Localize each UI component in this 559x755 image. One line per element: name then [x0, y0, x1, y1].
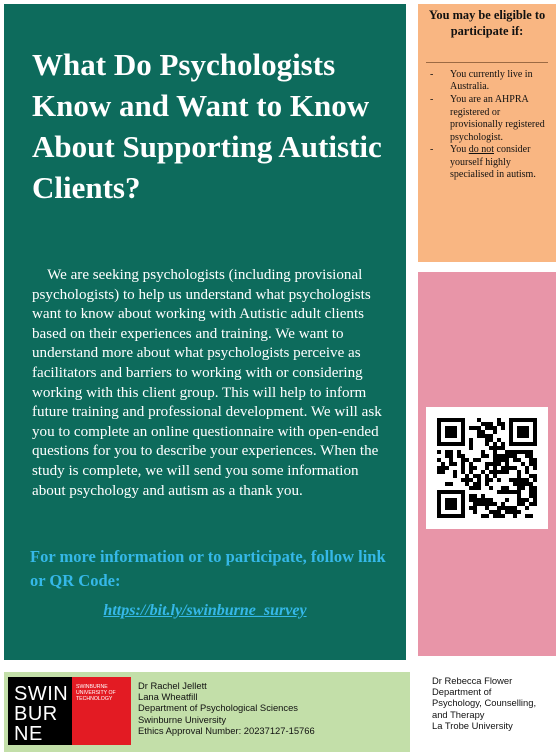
list-dash: - — [430, 94, 434, 106]
contact-swinburne — [138, 680, 408, 736]
eligibility-item-text-pre: You — [450, 144, 469, 156]
logo-word-2: BUR — [14, 703, 58, 725]
eligibility-heading: You may be eligible to participate if: — [428, 8, 546, 38]
contact-line: and Therapy — [432, 708, 485, 720]
eligibility-item-australia — [418, 69, 556, 94]
contact-line: Department of Psychological Sciences — [138, 702, 298, 714]
study-description — [32, 266, 392, 501]
eligibility-item-text: You are an AHPRA registered or provisionally registered psychologist. — [450, 94, 545, 143]
logo-red-block — [72, 677, 131, 745]
eligibility-item-text: You currently live in Australia. — [450, 69, 533, 93]
eligibility-item-text-underlined: do not — [468, 144, 495, 156]
eligibility-box — [418, 4, 556, 262]
eligibility-item-ahpra — [418, 94, 556, 144]
qr-panel — [418, 272, 556, 656]
logo-word-1: SWIN — [14, 683, 69, 705]
logo-word-3: NE — [14, 723, 43, 745]
contact-line: Dr Rebecca Flower — [432, 675, 513, 686]
list-dash: - — [430, 144, 434, 156]
contact-line: Psychology, Counselling, — [432, 697, 537, 709]
list-dash: - — [430, 69, 434, 80]
eligibility-divider — [426, 62, 548, 63]
footer-swinburne — [4, 672, 410, 752]
contact-line: Department of — [432, 686, 492, 698]
contact-line: Swinburne University — [138, 713, 227, 725]
swinburne-logo — [8, 677, 131, 745]
qr-code[interactable] — [426, 407, 548, 529]
study-description-text: We are seeking psychologists (including provisional psychologists) to help us understand what psychologists want to know about working with Autistic adult clients based on their experiences and training. We want to understand more about what psychologists perceive as facilitators and barriers to working with or considering working with this client group. This will help to inform future training and professional development. We will ask you to complete an online questionnaire with open-ended questions for you to describe your experiences. When the study is complete, we will send you some information about psychology and autism as a thank you. — [32, 267, 382, 499]
survey-link[interactable]: https://bit.ly/swinburne_survey — [103, 602, 307, 619]
eligibility-item-specialised — [418, 144, 556, 181]
poster-title: What Do Psychologists Know and Want to Know About Supporting Autistic Clients? — [32, 47, 382, 205]
qr-code-icon — [437, 418, 537, 518]
contact-line: Dr Rachel Jellett — [138, 680, 207, 691]
eligibility-list — [418, 69, 556, 182]
contact-line: La Trobe University — [432, 719, 513, 731]
contact-latrobe — [432, 675, 557, 731]
main-panel — [4, 4, 406, 660]
call-to-action: For more information or to participate, follow link or QR Code: — [30, 547, 386, 590]
contact-line: Ethics Approval Number: 20237127-15766 — [138, 724, 315, 736]
logo-tagline: SWINBURNE UNIVERSITY OF TECHNOLOGY — [76, 684, 116, 703]
eligibility-item-text-post: consider yourself highly specialised in autism. — [450, 144, 536, 181]
contact-line: Lana Wheatfill — [138, 691, 198, 703]
